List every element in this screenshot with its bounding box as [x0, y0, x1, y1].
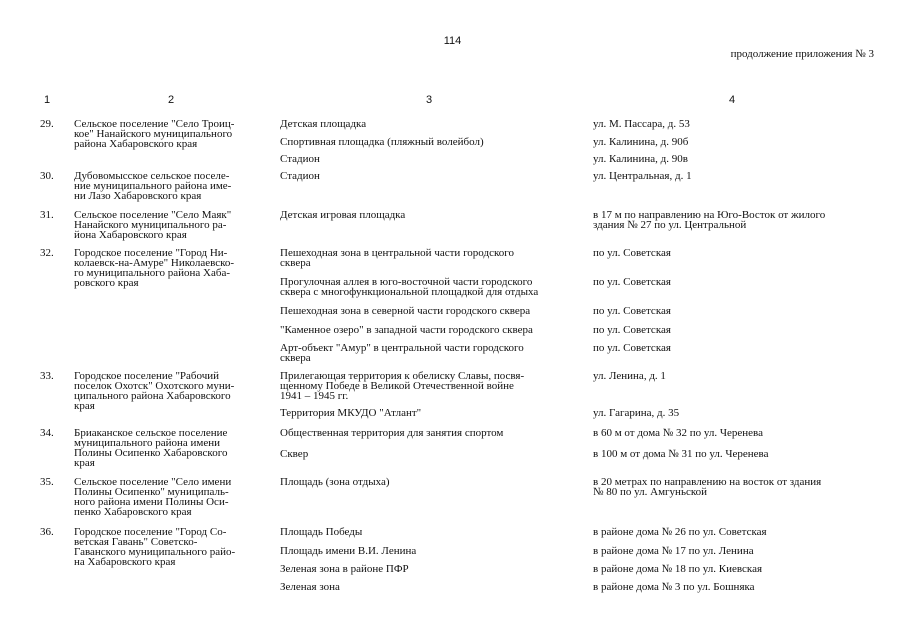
object-address: по ул. Советская [593, 247, 671, 259]
row-number: 34. [40, 427, 54, 439]
object-address: по ул. Советская [593, 324, 671, 336]
object-name: Пешеходная зона в центральной части городского сквера [280, 247, 514, 269]
object-name: Территория МКУДО "Атлант" [280, 407, 422, 419]
column-header-2: 2 [168, 94, 175, 106]
object-name: Зеленая зона в районе ПФР [280, 563, 409, 575]
column-header-1: 1 [44, 94, 51, 106]
object-name: Сквер [280, 448, 309, 460]
object-name: Площадь (зона отдыха) [280, 476, 390, 488]
settlement-name: Бриаканское сельское поселение муниципального района имени Полины Осипенко Хабаровского края [74, 427, 228, 469]
row-number: 29. [40, 118, 54, 130]
object-address: в 100 м от дома № 31 по ул. Черенева [593, 448, 769, 460]
object-address: в 20 метрах по направлению на восток от здания № 80 по ул. Амгуньской [593, 476, 822, 498]
object-name: Спортивная площадка (пляжный волейбол) [280, 136, 484, 148]
settlement-name: Дубовомысское сельское поселе- ние муниципального района име- ни Лазо Хабаровского края [74, 170, 232, 202]
row-number: 30. [40, 170, 54, 182]
object-name: Площадь Победы [280, 526, 363, 538]
settlement-name: Сельское поселение "Село имени Полины Осипенко" муниципаль- ного района имени Полины Оси- пенко Хабаровского края [74, 476, 232, 518]
object-address: в районе дома № 26 по ул. Советская [593, 526, 767, 538]
object-address: в районе дома № 3 по ул. Бошняка [593, 581, 755, 593]
object-name: Площадь имени В.И. Ленина [280, 545, 417, 557]
page-number: 114 [443, 35, 462, 47]
column-header-4: 4 [729, 94, 736, 106]
object-name: Арт-объект "Амур" в центральной части городского сквера [280, 342, 524, 364]
settlement-name: Сельское поселение "Село Троиц- кое" Нанайского муниципального района Хабаровского края [74, 118, 235, 150]
object-name: Стадион [280, 170, 320, 182]
object-name: Детская игровая площадка [280, 209, 406, 221]
object-address: в 17 м по направлению на Юго-Восток от жилого здания № 27 по ул. Центральной [593, 209, 826, 231]
object-name: Детская площадка [280, 118, 367, 130]
row-number: 32. [40, 247, 54, 259]
row-number: 31. [40, 209, 54, 221]
object-address: ул. Центральная, д. 1 [593, 170, 692, 182]
object-address: в районе дома № 18 по ул. Киевская [593, 563, 763, 575]
object-address: по ул. Советская [593, 342, 671, 354]
object-address: ул. Ленина, д. 1 [593, 370, 666, 382]
object-name: Зеленая зона [280, 581, 340, 593]
settlement-name: Городское поселение "Рабочий поселок Охотск" Охотского муни- ципального района Хабаровского края [74, 370, 235, 412]
row-number: 35. [40, 476, 54, 488]
settlement-name: Городское поселение "Город Ни- колаевск-на-Амуре" Николаевско- го муниципального района Хаба- ровского края [74, 247, 235, 289]
row-number: 36. [40, 526, 54, 538]
row-number: 33. [40, 370, 54, 382]
object-name: Общественная территория для занятия спортом [280, 427, 504, 439]
settlement-name: Сельское поселение "Село Маяк" Нанайского муниципального ра- йона Хабаровского края [74, 209, 232, 241]
object-address: ул. Калинина, д. 90в [593, 153, 688, 165]
object-address: в районе дома № 17 по ул. Ленина [593, 545, 754, 557]
column-header-3: 3 [426, 94, 433, 106]
object-address: ул. М. Пассара, д. 53 [593, 118, 690, 130]
object-address: ул. Калинина, д. 90б [593, 136, 689, 148]
object-name: Пешеходная зона в северной части городского сквера [280, 305, 531, 317]
continuation-note: продолжение приложения № 3 [730, 48, 874, 60]
object-name: Стадион [280, 153, 320, 165]
settlement-name: Городское поселение "Город Со- ветская Гавань" Советско- Гаванского муниципального райо- на Хабаровского края [74, 526, 236, 568]
object-address: по ул. Советская [593, 276, 671, 288]
object-address: в 60 м от дома № 32 по ул. Черенева [593, 427, 763, 439]
object-name: Прогулочная аллея в юго-восточной части городского сквера с многофункциональной площадкой для отдыха [280, 276, 539, 298]
object-address: по ул. Советская [593, 305, 671, 317]
object-name: "Каменное озеро" в западной части городского сквера [280, 324, 533, 336]
object-address: ул. Гагарина, д. 35 [593, 407, 680, 419]
object-name: Прилегающая территория к обелиску Славы, посвя- щенному Победе в Великой Отечественной войне 1941 – 1945 гг. [280, 370, 525, 402]
